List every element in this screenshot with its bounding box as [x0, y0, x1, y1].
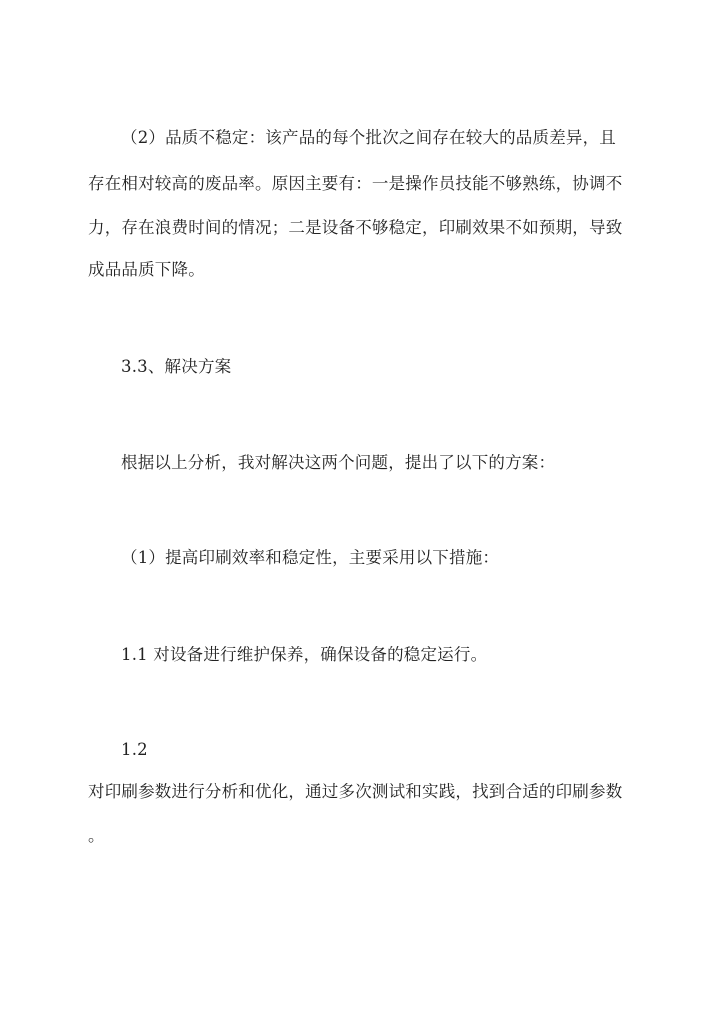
- list-item-1-2-line-1: 对印刷参数进行分析和优化，通过多次测试和实践，找到合适的印刷参数: [88, 782, 623, 801]
- section-heading: 3.3、解决方案: [121, 357, 232, 376]
- list-item-1-2-line-2: 。: [88, 826, 105, 845]
- quality-paragraph-line-2: 存在相对较高的废品率。原因主要有：一是操作员技能不够熟练，协调不: [88, 174, 623, 193]
- list-item-1-1: 1.1 对设备进行维护保养，确保设备的稳定运行。: [121, 645, 488, 664]
- list-item-1-2-number: 1.2: [121, 740, 148, 759]
- quality-paragraph-line-3: 力，存在浪费时间的情况；二是设备不够稳定，印刷效果不如预期，导致: [88, 218, 623, 237]
- intro-paragraph: 根据以上分析，我对解决这两个问题，提出了以下的方案：: [121, 453, 556, 472]
- quality-paragraph-line-1: （2）品质不稳定：该产品的每个批次之间存在较大的品质差异，且: [121, 128, 616, 147]
- quality-paragraph-line-4: 成品品质下降。: [88, 260, 205, 279]
- measure-heading: （1）提高印刷效率和稳定性，主要采用以下措施：: [121, 548, 500, 567]
